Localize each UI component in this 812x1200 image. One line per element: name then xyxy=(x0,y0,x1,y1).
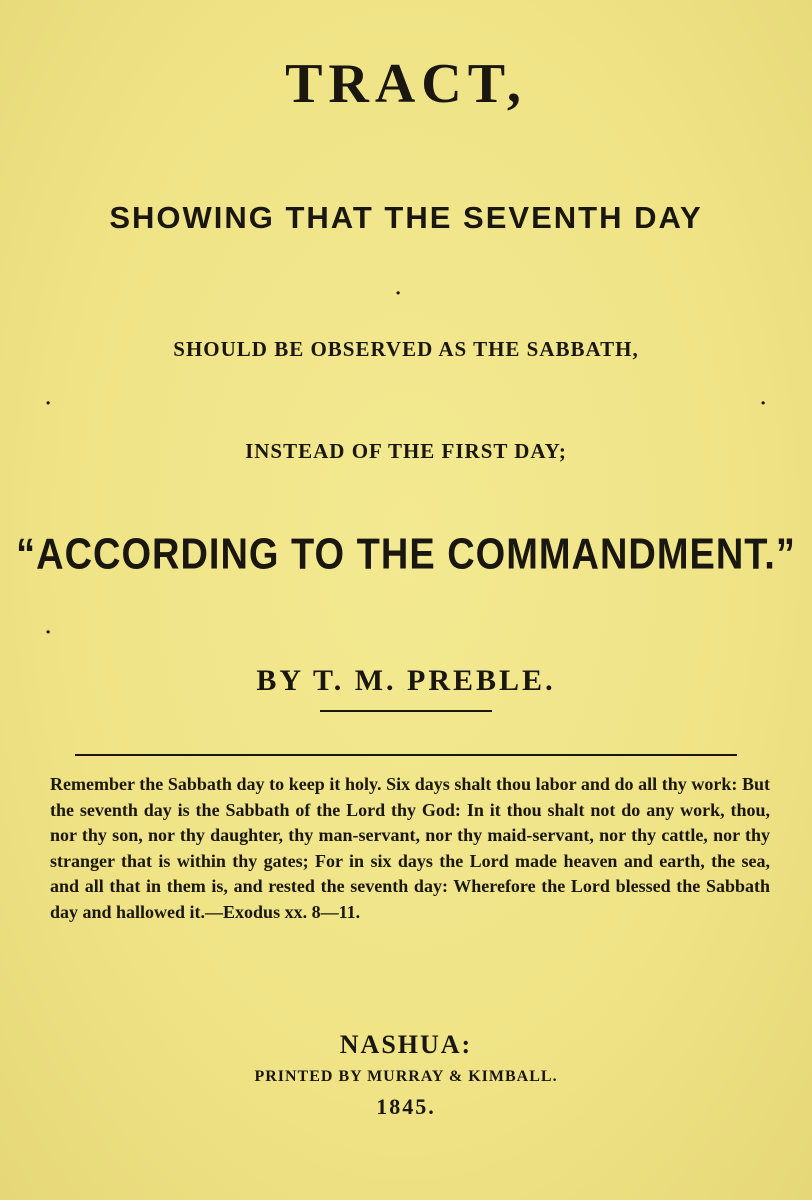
imprint-year: 1845. xyxy=(376,1094,436,1119)
short-divider-rule xyxy=(320,710,492,712)
ornament-dot: · xyxy=(45,622,52,643)
subtitle-line-first-day: INSTEAD OF THE FIRST DAY; xyxy=(245,439,567,463)
ornament-dot: · xyxy=(395,283,402,304)
subtitle: SHOWING THAT THE SEVENTH DAY xyxy=(109,200,703,235)
long-divider-rule xyxy=(75,754,737,756)
ornament-dot: · xyxy=(45,393,52,414)
tract-title: TRACT, xyxy=(285,53,527,115)
commandment-heading: “ACCORDING TO THE COMMANDMENT.” xyxy=(16,530,796,580)
scripture-passage: Remember the Sabbath day to keep it holy. Six days shalt thou labor and do all thy work: But the seventh day is the Sabbath of the Lord thy God: In it thou shalt not do any work, thou, nor thy son, nor thy daughter, thy man-servant, nor thy maid-servant, nor thy cattle, nor thy stranger that is within thy gates; For in six days the Lord made heaven and earth, the sea, and all that in them is, and rested the seventh day: Wherefore the Lord blessed the Sabbath day and hallowed it.—Exodus xx. 8—11. xyxy=(50,774,770,922)
ornament-dot: · xyxy=(760,393,767,414)
imprint-place: NASHUA: xyxy=(339,1030,473,1059)
imprint-printer: PRINTED BY MURRAY & KIMBALL. xyxy=(254,1068,558,1085)
author-line: BY T. M. PREBLE. xyxy=(256,664,556,697)
subtitle-line-sabbath: SHOULD BE OBSERVED AS THE SABBATH, xyxy=(173,337,639,361)
